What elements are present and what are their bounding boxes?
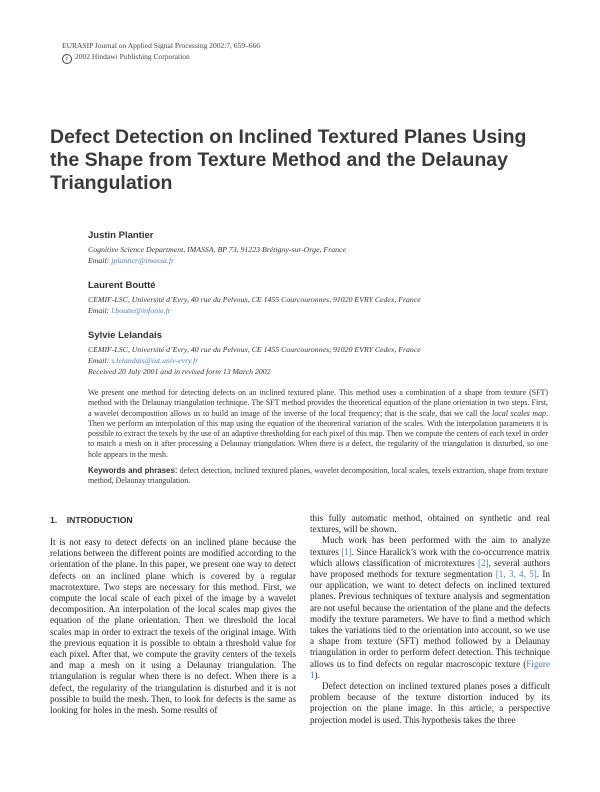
copyright-line [62, 51, 260, 64]
keywords [88, 466, 548, 487]
author-name: Justin Plantier [88, 230, 154, 241]
keywords-text: defect detection, inclined textured planes, wavelet decomposition, local scales, texels extraction, shape from texture method, Delaunay triangulation. [88, 466, 548, 486]
author-block [88, 330, 558, 366]
keywords-label: Keywords and phrases: [88, 466, 178, 475]
section-heading [50, 515, 133, 525]
abstract-text: . Then we perform an interpolation of this map using the equation of the theoretical variation of the scales. With the interpolation parameters it is possible to extract the texels by the use of an adaptive thresholding for each pixel of this map. Then we compute the centers of each texel in order to match a mesh on it after processing a Delaunay triangulation. When there is a defect, the regularity of the triangulation is disturbed, so one hole appears in the mesh. [88, 408, 548, 459]
email-link[interactable]: jplantier@imassa.fr [111, 255, 175, 265]
abstract [88, 388, 548, 460]
received-date: Received 20 July 2001 and in revised form 13 March 2002 [88, 367, 271, 376]
author-email [88, 256, 558, 267]
figure-link[interactable]: Figure 1 [310, 658, 550, 680]
author-email [88, 356, 558, 367]
paragraph: It is not easy to detect defects on an inclined plane because the relations between the different points are modified according to the orientation of the plane. In this paper, we present one way to detect defects on an inclined plane which is covered by a regular macrotexture. Two steps are necessary for this method. First, we compute the local scale of each pixel of the image by a wavelet decomposition. An interpolation of the local scales map gives the equation of the plane orientation. Then we threshold the local scales map in order to extract the texels of the original image. With the previous equation it is possible to obtain a threshold value for each pixel. After that, we compute the gravity centers of the texels and map a mesh on it using a Delaunay triangulation. The triangulation is regular when there is no defect. When there is a defect, the regularity of the triangulation is disturbed and it is not possible to build the mesh. Then, to look for defects is the same as looking for holes in the mesh. Some results of [50, 537, 296, 716]
author-name: Laurent Boutté [88, 280, 156, 291]
right-column [310, 513, 550, 726]
copyright-icon: c [62, 54, 72, 64]
left-column [50, 537, 296, 716]
abstract-text: We present one method for detecting defects on an inclined textured plane. This method uses a combination of a shape from texture (SFT) method with the Delaunay triangulation technique. The SFT method provides the theoretical equation of the plane orientation in two steps. First, a wavelet decomposition allows us to build an image of the inverse of the local frequency; that is the scale, that we call the [88, 388, 548, 418]
citation-link[interactable]: [1, 3, 4, 5] [495, 569, 537, 580]
paragraph: Defect detection on inclined textured planes poses a difficult problem because of the texture distortion induced by its projection on the plane image. In this article, a perspective projection model is used. This hypothesis takes the three [310, 681, 550, 725]
email-label: Email: [88, 355, 110, 365]
author-block [88, 280, 558, 316]
author-name: Sylvie Lelandais [88, 330, 162, 341]
text-run: . In our application, we want to detect defects on inclined textured planes. Previous techniques of texture analysis and segmentation are not useful because the orientation of the plane and the defects modify the texture parameters. We have to find a method which takes the variations tied to the orientation into account, so we use a shape from texture (SFT) method followed by a Delaunay triangulation in order to perform defect detection. This technique allows us to find defects on regular macroscopic texture ( [310, 569, 550, 669]
email-link[interactable]: s.lelandais@iut.univ-evry.fr [111, 355, 199, 365]
journal-line: EURASIP Journal on Applied Signal Processing 2002:7, 659–666 [62, 41, 261, 50]
email-label: Email: [88, 255, 110, 265]
author-email [88, 306, 558, 317]
citation-link[interactable]: [2] [478, 557, 489, 568]
text-run: ). [314, 669, 320, 680]
running-header [62, 40, 260, 64]
author-affiliation: Cognitive Science Department, IMASSA, BP 73, 91223 Brétigny-sur-Orge, France [88, 245, 346, 254]
text-run: Much work has been performed with the aim to analyze textures [310, 535, 550, 557]
paper-title: Defect Detection on Inclined Textured Planes Using the Shape from Texture Method and the Delaunay Triangulation [50, 126, 527, 194]
text-run: , several authors have proposed methods for texture segmentation [310, 557, 550, 580]
section-title: INTRODUCTION [66, 515, 133, 525]
abstract-emphasis: local scales map [492, 408, 547, 418]
email-label: Email: [88, 305, 110, 315]
author-block [88, 230, 558, 266]
text-run: . Since Haralick’s work with the co-occurrence matrix which allows classification of microtextures [310, 546, 550, 568]
author-affiliation: CEMIF-LSC, Université d’Evry, 40 rue du Pelvoux, CE 1455 Courcouronnes, 91020 EVRY Cedex, France [88, 295, 421, 304]
copyright-text: 2002 Hindawi Publishing Corporation [75, 52, 190, 61]
paragraph: this fully automatic method, obtained on synthetic and real textures, will be shown. [310, 513, 550, 535]
paragraph [310, 535, 550, 681]
author-affiliation: CEMIF-LSC, Université d’Evry, 40 rue du Pelvoux, CE 1455 Courcouronnes, 91020 EVRY Cedex, France [88, 345, 421, 354]
citation-link[interactable]: [1] [341, 546, 352, 557]
section-number: 1. [50, 515, 58, 525]
author-list [88, 230, 558, 380]
email-link[interactable]: l.boutte@infonie.fr [111, 305, 171, 315]
